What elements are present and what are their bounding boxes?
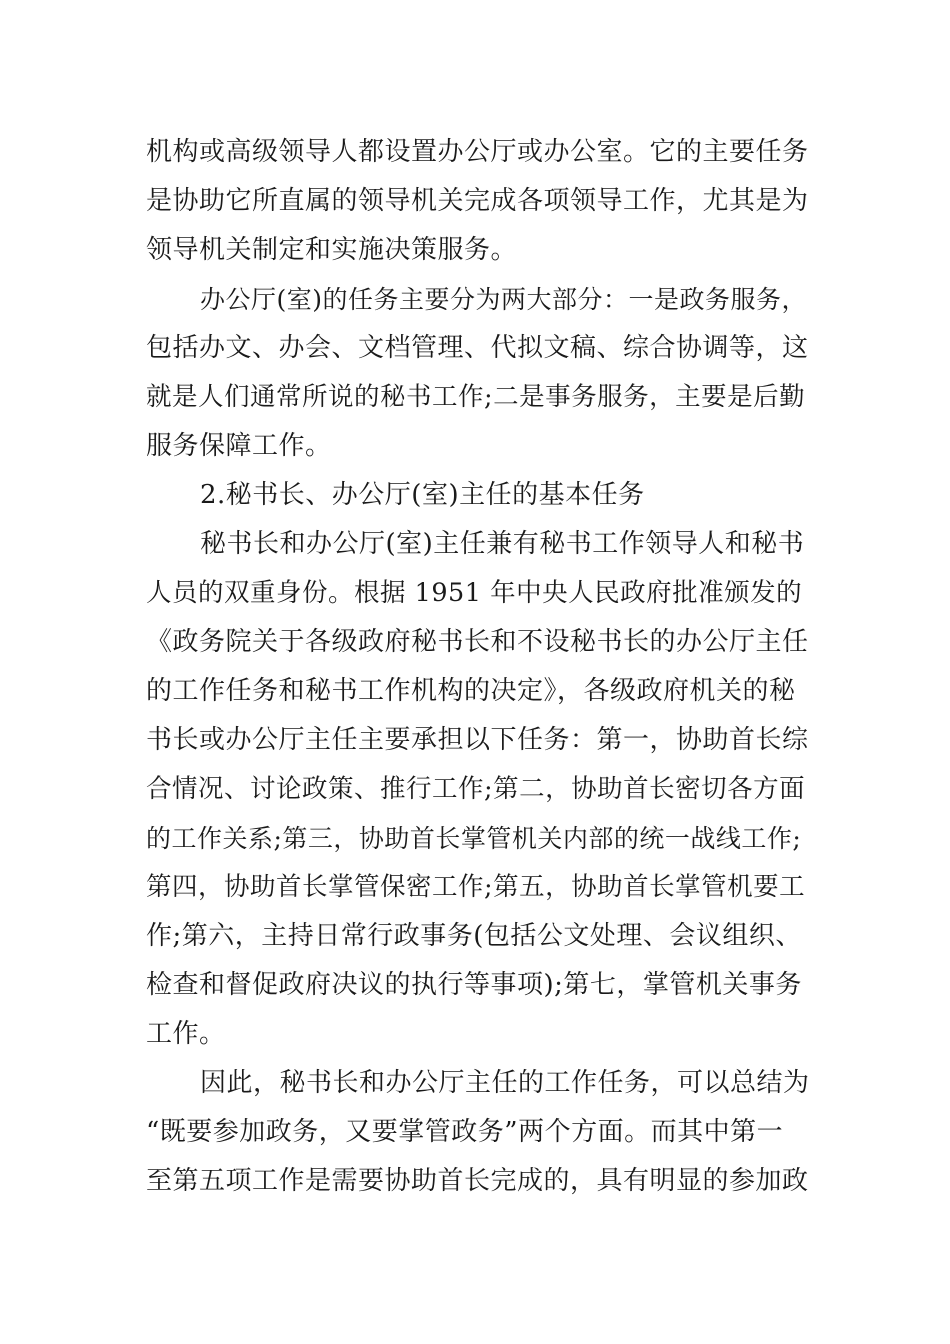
text-line: 书长或办公厅主任主要承担以下任务：第一，协助首长综 [146, 725, 809, 755]
text-line: 服务保障工作。 [146, 431, 332, 461]
text-line: 第四，协助首长掌管保密工作;第五，协助首长掌管机要工 [146, 872, 806, 902]
text-line: 工作。 [146, 1019, 226, 1049]
text-line: 领导机关制定和实施决策服务。 [146, 235, 518, 265]
text-line: 《政务院关于各级政府秘书长和不设秘书长的办公厅主任 [146, 627, 809, 657]
text-line: 就是人们通常所说的秘书工作;二是事务服务，主要是后勤 [146, 382, 806, 412]
text-line: 检查和督促政府决议的执行等事项);第七，掌管机关事务 [146, 970, 802, 1000]
text-line: 是协助它所直属的领导机关完成各项领导工作，尤其是为 [146, 186, 809, 216]
text-line: 的工作关系;第三，协助首长掌管机关内部的统一战线工作; [146, 824, 802, 853]
text-line: 作;第六，主持日常行政事务(包括公文处理、会议组织、 [146, 921, 802, 951]
text-line: “既要参加政务，又要掌管政务”两个方面。而其中第一 [146, 1117, 784, 1147]
paragraph-first-line: 因此，秘书长和办公厅主任的工作任务，可以总结为 [200, 1068, 810, 1098]
paragraph-first-line: 秘书长和办公厅(室)主任兼有秘书工作领导人和秘书 [200, 529, 805, 559]
text-line: 人员的双重身份。根据 1951 年中央人民政府批准颁发的 [146, 578, 803, 608]
text-line: 合情况、讨论政策、推行工作;第二，协助首长密切各方面 [146, 774, 806, 804]
text-line: 的工作任务和秘书工作机构的决定》，各级政府机关的秘 [146, 676, 796, 706]
text-line: 包括办文、办会、文档管理、代拟文稿、综合协调等，这 [146, 333, 809, 363]
section-heading: 2.秘书长、办公厅(室)主任的基本任务 [200, 480, 645, 510]
paragraph-first-line: 办公厅(室)的任务主要分为两大部分：一是政务服务， [200, 285, 808, 314]
text-line: 至第五项工作是需要协助首长完成的，具有明显的参加政 [146, 1166, 809, 1196]
document-body [146, 128, 810, 1206]
text-line: 机构或高级领导人都设置办公厅或办公室。它的主要任务 [146, 137, 809, 167]
